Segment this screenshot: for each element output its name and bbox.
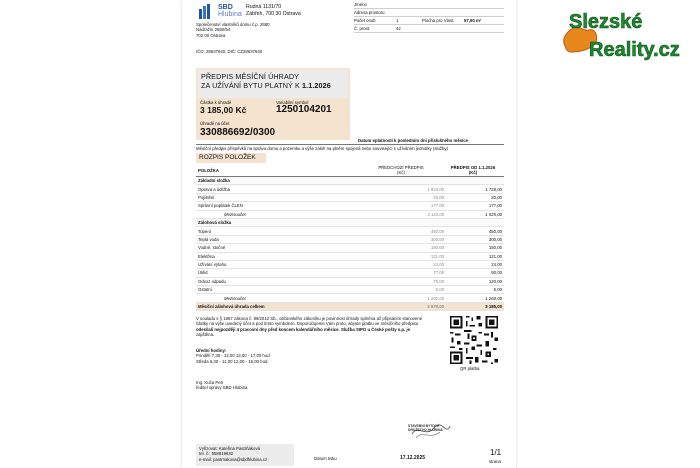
table-row: Elektřina 121,00 121,00 — [196, 253, 504, 261]
page-label: strana — [489, 459, 501, 464]
signature-block: Ing. Kuča Petr ředitel správy SBD Hlubina — [196, 380, 248, 391]
brand-address: Rudná 1131/70 Zábřeh, 700 30 Ostrava — [246, 4, 301, 18]
print-date-value: 17.12.2025 — [400, 455, 426, 461]
table-row: Užívání výtahu 24,00 24,00 — [196, 261, 504, 269]
table-row: Úklid 77,00 90,00 — [196, 269, 504, 277]
items-table — [196, 164, 504, 311]
subtotal-row: Mezisoučet 2 118,00 1 925,00 — [196, 211, 504, 219]
sbd-logo-icon — [198, 3, 220, 19]
amount-label: Částka k úhradě — [200, 100, 232, 105]
divider — [196, 144, 504, 145]
items-header-row: POLOŽKA PŘEDCHOZÍ PŘEDPIS (Kč) PŘEDPIS OD 1.1.2026 (Kč) — [196, 164, 504, 177]
table-row: Odvoz odpadu 75,00 120,00 — [196, 278, 504, 286]
brand-sub: Hlubina — [218, 11, 242, 18]
table-row: Ostatní 5,00 5,00 — [196, 286, 504, 294]
table-row: Topení 450,00 450,00 — [196, 227, 504, 235]
slezske-reality-logo-icon — [559, 6, 699, 64]
badge-line1: Slezské — [569, 11, 643, 33]
qr-label: QR platba — [460, 366, 480, 371]
office-hours: Úřední hodiny: Pondělí 7,30 - 12,00 13,00 - 17,00 hod. Středa 6,30 - 11,00 12,00 - 15,00 hod. — [196, 348, 271, 364]
table-row: Vodné, stočné 150,00 150,00 — [196, 244, 504, 252]
account-value: 330886692/0300 — [200, 127, 276, 138]
vs-label: Variabilní symbol — [276, 100, 309, 105]
payment-document — [182, 0, 516, 468]
recipient-address: Společenství vlastníků domu č.p. 2680 Nádražní 2680/54 702 00 Ostrava — [196, 22, 270, 38]
contact-box: Vyřizovat: Kateřina Pastrňáková tel. č.: 558819632 e-mail: pastrnakova@sbdhlubina.cz — [196, 444, 294, 466]
table-row: Oprava a údržba 1 923,00 1 728,00 — [196, 185, 504, 193]
section-heading: Zálohová složka — [196, 219, 504, 227]
table-row: Pojištění 20,00 20,00 — [196, 194, 504, 202]
subtotal-row: Mezisoučet 1 202,00 1 260,00 — [196, 294, 504, 302]
brand-name: SBD — [218, 4, 233, 11]
qr-code-icon — [448, 314, 500, 366]
badge-line2: Reality.cz — [589, 39, 680, 61]
payment-notice: V souladu s § 1957 zákona č. 89/2012 Sb., občanského zákoníku je povinnost úhrady splněna až připsáním stanovené částky na výše uvedený účet a pod tímto symbolem. Doporučujeme Vám proto, abyste platbu ve měsíčního předpisu odesílali nejpozději 4 pracovní dny před koncem kalendářního měsíce. Služba SIPO u České pošty s.p. je zajištěna. — [196, 316, 423, 338]
payment-schedule-box — [196, 68, 350, 140]
recipient-ids: IČO: 28637640, DIČ: CZ28637640 — [196, 49, 263, 54]
page-number: 1/1 — [490, 448, 502, 457]
schedule-title: PŘEDPIS MĚSÍČNÍ ÚHRADY ZA UŽÍVÁNÍ BYTU PLATNÝ K 1.1.2026 — [198, 70, 348, 98]
due-note: Datum splatnosti k posledním dni příslušného měsíce — [358, 138, 469, 143]
unit-row-address: Adresa prostoru — [354, 9, 504, 17]
total-row: Měsíční zálohová úhrada celkem 3 570,00 3 185,00 — [196, 303, 504, 311]
items-heading: ROZPIS POLOŽEK — [196, 153, 266, 163]
unit-row-persons: Počet osob 1 Plocha pro Vlast. 57,60 m² — [354, 17, 504, 25]
vs-value: 1250104201 — [276, 104, 332, 115]
account-label: Úhradě na účet — [200, 121, 230, 126]
prescription-note: Měsíční předpis příspěvků na správu domu a pozemku a výše záloh na plnění spojená nebo související s užíváním jednotky (služby) — [196, 146, 448, 151]
table-row: Správní poplatek ČLEN 177,00 177,00 — [196, 202, 504, 210]
unit-row-name: Jméno — [354, 1, 504, 9]
amount-value: 3 185,00 Kč — [200, 105, 247, 115]
unit-row-number: Č. prost. 42 — [354, 25, 504, 33]
section-heading: Základní složka — [196, 177, 504, 185]
print-date-label: Datum tisku — [314, 456, 337, 461]
table-row: Teplá voda 300,00 300,00 — [196, 236, 504, 244]
unit-table — [354, 1, 504, 33]
stamp-icon: STAVEBNÍ BYTOVÉ DRUŽSTVO HLUBINA — [408, 420, 452, 442]
